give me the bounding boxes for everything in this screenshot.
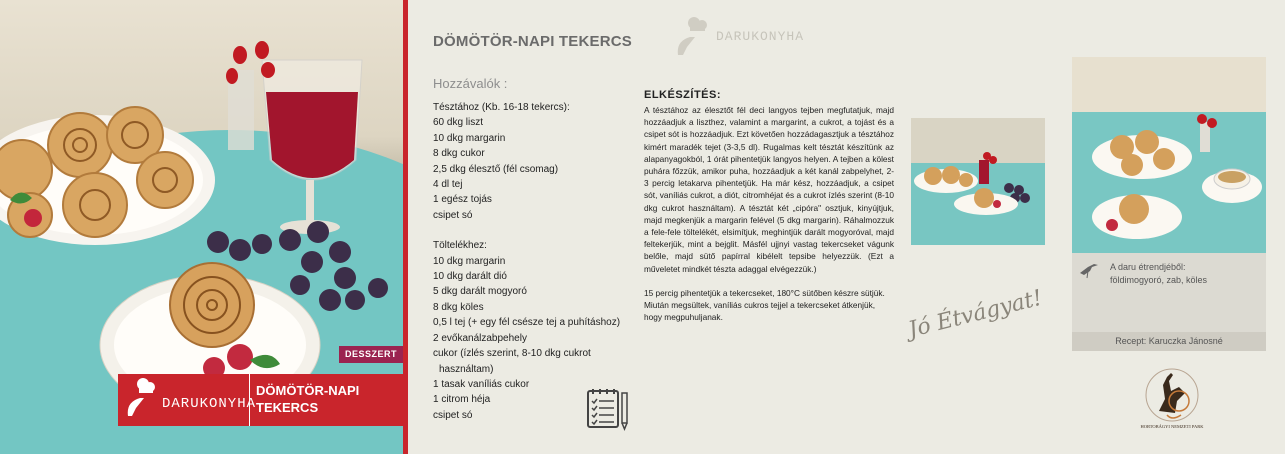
list-item: használtam) <box>439 363 494 375</box>
park-logo-text: HORTOBÁGYI NEMZETI PARK <box>1140 424 1204 429</box>
crane-diet-note-line1: A daru étrendjéből: <box>1110 262 1186 272</box>
list-item: 10 dkg darált dió <box>433 271 507 283</box>
banner-title-line1: DÖMÖTÖR-NAPI <box>256 383 360 398</box>
accent-divider <box>403 0 408 454</box>
method-heading: ELKÉSZÍTÉS: <box>644 89 722 101</box>
recipe-credit: Recept: Karuczka Jánosné <box>1072 332 1266 351</box>
chef-hat-icon <box>118 374 162 426</box>
category-badge: DESSZERT <box>339 346 403 363</box>
crane-diet-note-line2: földimogyoró, zab, köles <box>1110 275 1208 285</box>
banner-title-line2: TEKERCS <box>256 400 319 415</box>
list-item: 60 dkg liszt <box>433 117 484 129</box>
banner-title <box>256 382 359 416</box>
page-title: DÖMÖTÖR-NAPI TEKERCS <box>433 33 632 50</box>
list-item: 2,5 dkg élesztő (fél csomag) <box>433 163 559 175</box>
list-item: csipet só <box>433 209 473 221</box>
list-item: 1 egész tojás <box>433 194 492 206</box>
list-item: csipet só <box>433 409 473 421</box>
watermark-brand-name: DARUKONYHA <box>716 29 805 44</box>
serving-photo-small <box>911 118 1045 245</box>
ingredients-heading: Hozzávalók : <box>433 76 508 91</box>
list-item: 1 tasak vaníliás cukor <box>433 378 530 390</box>
notebook-checklist-icon <box>584 387 632 431</box>
serving-photo-large <box>1072 57 1266 253</box>
title-banner <box>118 374 403 426</box>
watermark-logo <box>668 11 808 61</box>
method-paragraph-1: A tésztához az élesztőt fél deci langyos tejben megfutatjuk, majd hozzáadjuk a liszthez, valamint a margarint, a cukrot, a tojást és a csipet sót is hozzáadjuk. Ezt követően hozzádagasztjuk a tésztához kimért maradék tejet (3-3,5 dl). Rugalmas kelt tésztát készítünk az alapanyagokból, 1 órát pihentetjük langyos helyen. A tejben a kölest puhára főzzük, amikor puha, hozzáadjuk a két kanál zabpelyhet, 2-3 percig letakarva pihentetjük. Ha már kész, hozzáadjuk, a csipet sót, vaníliás cukrot, a diót, citromhéjat és a cukrot ízlés szerint (8-10 dkg cukrot használtam). A tésztát két „cipóra" osztjuk, kinyújtjuk, majd megkenjük a margarin felével (5 dkg margarin). Ráhalmozzuk a fele-fele töltelékét, elsimítjuk, meghintjük darált mogyoróval, majd feltekerjük, mint a bejglit. Másfél ujjnyi vastag tekercseket vágunk belőle, majd sütő papírral kibélelt tepsibe helyezzük. (Ezt a műveletet mindkét tészta adaggal elvégezzük.) <box>644 105 894 274</box>
list-item: 10 dkg margarin <box>433 132 506 144</box>
brand-name: DARUKONYHA <box>162 396 257 412</box>
list-item: Tésztához (Kb. 16-18 tekercs): <box>433 102 570 113</box>
ingredients-list <box>433 100 643 423</box>
list-item: 2 evőkanálzabpehely <box>433 332 527 344</box>
list-item: Töltelékhez: <box>433 240 487 252</box>
crane-diet-note <box>1110 261 1207 287</box>
brand-logo <box>118 374 257 426</box>
crane-bird-icon <box>1078 261 1100 279</box>
chef-hat-icon <box>668 11 716 61</box>
closing-greeting: Jó Étvágyat! <box>905 285 1045 343</box>
list-item: 10 dkg margarin <box>433 255 506 267</box>
method-paragraph-2: 15 percig pihentetjük a tekercseket, 180°C sütőben készre sütjük. Miután megsültek, vaníliás cukros tejjel a tekercseket átkenjük, hogy megpuhuljanak. <box>644 287 885 323</box>
list-item: 8 dkg köles <box>433 301 484 313</box>
list-item: 4 dl tej <box>433 179 463 191</box>
national-park-logo <box>1137 361 1207 431</box>
list-item: 0,5 l tej (+ egy fél csésze tej a puhításhoz) <box>433 317 621 329</box>
list-item: cukor (ízlés szerint, 8-10 dkg cukrot <box>433 348 591 360</box>
list-item: 5 dkg darált mogyoró <box>433 286 527 298</box>
list-item: 1 citrom héja <box>433 394 491 406</box>
method-text <box>644 104 894 323</box>
list-item: 8 dkg cukor <box>433 148 485 160</box>
